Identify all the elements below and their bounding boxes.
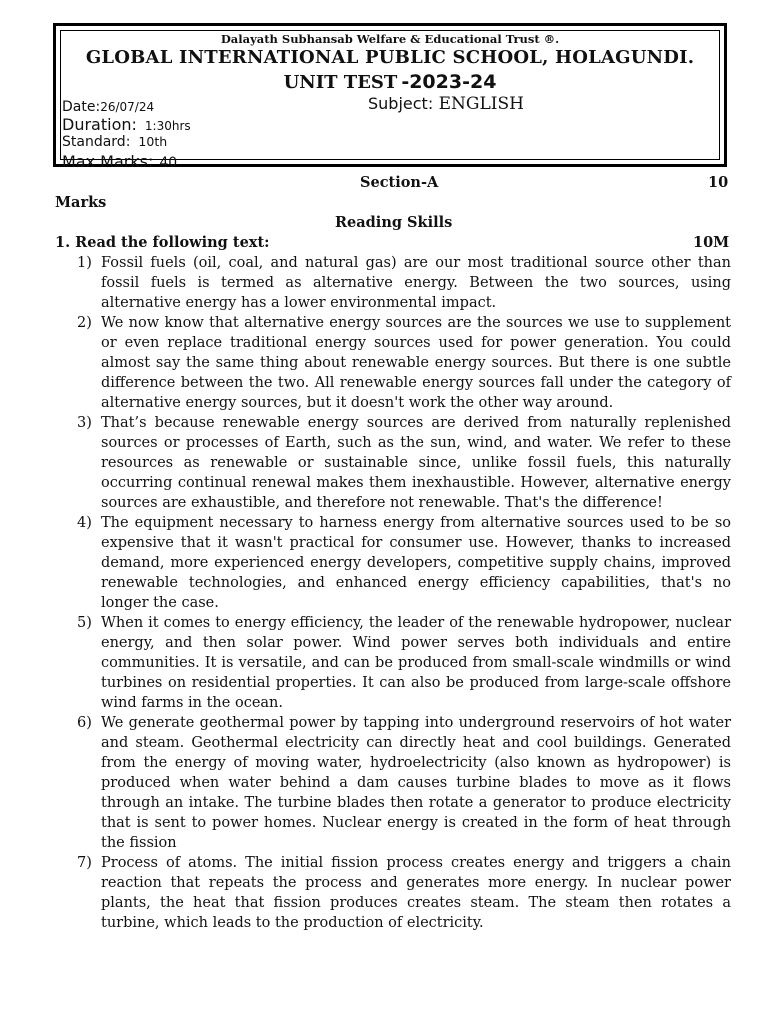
section-title: Section-A — [360, 174, 439, 191]
section-marks-label: Marks — [55, 194, 107, 211]
date-value: 26/07/24 — [100, 100, 155, 114]
paragraph-text: The equipment necessary to harness energy from alternative sources used to be so expensive that it wasn't practical for consumer use. However, thanks to increased demand, more experienced energy developers, competitive supply chains, improved renewable technologies, and enhanced energy efficiency capabilities, that's no longer the case. — [101, 515, 731, 611]
paragraph-number: 3) — [77, 415, 92, 431]
paragraph-number: 6) — [77, 715, 92, 731]
academic-year: -2023-24 — [401, 71, 497, 93]
paragraph-number: 5) — [77, 615, 92, 631]
subject-line — [368, 94, 524, 114]
passage-paragraph — [53, 253, 731, 313]
paragraph-number: 1) — [77, 255, 92, 271]
passage-paragraph — [53, 713, 731, 853]
passage-paragraph — [53, 613, 731, 713]
paragraph-number: 2) — [77, 315, 92, 331]
paragraph-text: That’s because renewable energy sources are derived from naturally replenished sources or processes of Earth, such as the sun, wind, and water. We refer to these resources as renewable or sustainable since, unlike fossil fuels, this naturally occurring continual renewal makes them inexhaustible. However, alternative energy sources are exhaustible, and therefore not renewable. That's the difference! — [101, 415, 731, 511]
date-label: Date: — [62, 99, 101, 115]
standard-value: 10th — [138, 134, 168, 149]
duration-value: 1:30hrs — [144, 119, 191, 133]
passage-paragraph — [53, 853, 731, 933]
duration-label: Duration: — [62, 115, 137, 134]
date-line — [62, 99, 154, 115]
paragraph-text: Fossil fuels (oil, coal, and natural gas) are our most traditional source other than fossil fuels is termed as alternative energy. Between the two sources, using alternative energy has a lower environmental impact. — [101, 255, 731, 311]
paragraph-text: When it comes to energy efficiency, the leader of the renewable hydropower, nuclear energy, and then solar power. Wind power serves both individuals and entire communities. It is versatile, and can be produced from small-scale windmills or wind turbines on residential properties. It can also be produced from large-scale offshore wind farms in the ocean. — [101, 615, 731, 711]
paragraph-number: 4) — [77, 515, 92, 531]
passage-paragraph — [53, 413, 731, 513]
header-box — [53, 23, 727, 171]
passage-list — [53, 253, 731, 933]
section-marks-value: 10 — [708, 174, 729, 191]
section-subtitle: Reading Skills — [335, 214, 453, 231]
trust-name: Dalayath Subhansab Welfare & Educational Trust ®. — [220, 32, 560, 46]
paragraph-text: We generate geothermal power by tapping into underground reservoirs of hot water and steam. Geothermal electricity can directly heat and cool buildings. Generated from the energy of moving water, hydroelectricity (also known as hydropower) is produced when water behind a dam causes turbine blades to move as it flows through an intake. The turbine blades then rotate a generator to produce electricity that is sent to power homes. Nuclear energy is created in the form of heat through the fission — [101, 715, 731, 851]
subject-label: Subject: — [368, 94, 434, 113]
standard-label: Standard: — [62, 134, 131, 150]
paragraph-text: Process of atoms. The initial fission process creates energy and triggers a chain reaction that repeats the process and generates more energy. In nuclear power plants, the heat that fission produces creates steam. The steam then rotates a turbine, which leads to the production of electricity. — [101, 855, 731, 931]
paragraph-text: We now know that alternative energy sources are the sources we use to supplement or even replace traditional energy sources used for power generation. You could almost say the same thing about renewable energy sources. But there is one subtle difference between the two. All renewable energy sources fall under the category of alternative energy sources, but it doesn't work the other way around. — [101, 315, 731, 411]
question-text: 1. Read the following text: — [55, 234, 270, 251]
standard-line — [62, 134, 167, 150]
question-marks: 10M — [693, 234, 730, 251]
unit-test-title — [56, 71, 724, 93]
passage-paragraph — [53, 313, 731, 413]
paragraph-number: 7) — [77, 855, 92, 871]
max-marks-label: Max Marks: — [62, 152, 154, 171]
subject-value: ENGLISH — [438, 94, 524, 114]
school-name: GLOBAL INTERNATIONAL PUBLIC SCHOOL, HOLAGUNDI. — [85, 47, 695, 68]
max-marks-value: 40 — [159, 155, 178, 171]
passage-paragraph — [53, 513, 731, 613]
duration-line — [62, 115, 191, 134]
max-marks-line — [62, 152, 177, 171]
unit-test-label: UNIT TEST — [283, 72, 398, 93]
